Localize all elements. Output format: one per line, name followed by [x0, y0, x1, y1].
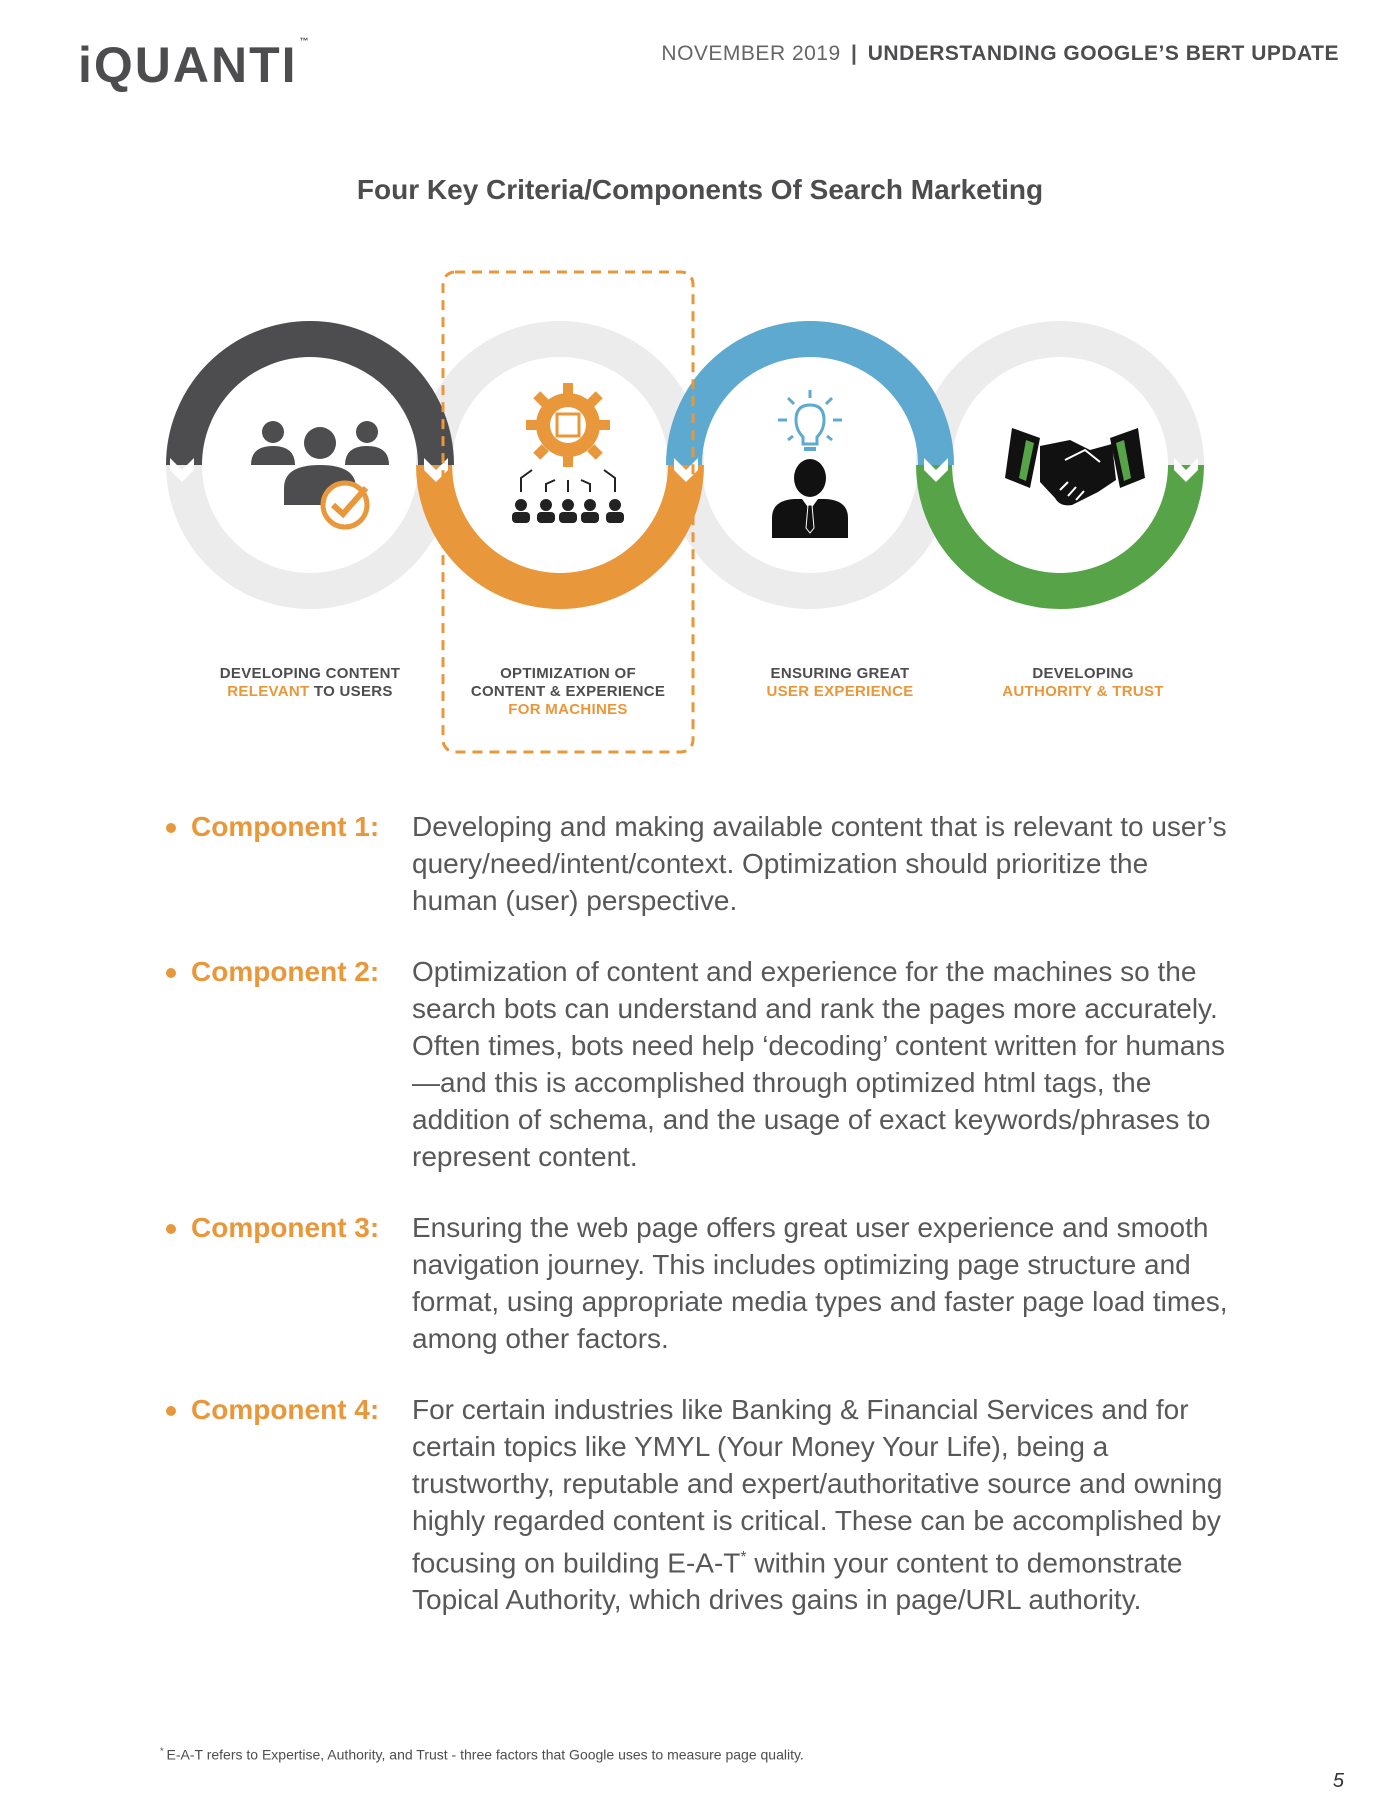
label-relevant-line1: DEVELOPING CONTENT	[219, 665, 401, 682]
ring-arc-machines	[434, 465, 686, 591]
label-trust-line1: DEVELOPING	[1032, 665, 1134, 682]
gear-network-icon	[512, 383, 624, 523]
label-machines-line1: OPTIMIZATION OF	[500, 665, 636, 682]
footnote-text: E-A-T refers to Expertise, Authority, and Trust - three factors that Google uses to measure page quality.	[166, 1746, 804, 1763]
label-ux	[730, 665, 950, 701]
bullet-icon	[166, 968, 176, 978]
users-check-icon	[251, 421, 389, 529]
component-item	[160, 953, 1270, 1175]
logo-text: iQUANTI	[78, 37, 298, 93]
component-heading: Component 3:	[191, 1212, 380, 1243]
header-doc-title: UNDERSTANDING GOOGLE’S BERT UPDATE	[867, 42, 1339, 65]
component-text: Ensuring the web page offers great user experience and smooth navigation journey. This includes optimizing page structure and format, using appropriate media types and faster page load times, among other factors.	[412, 1212, 1228, 1354]
label-ux-line1: ENSURING GREAT	[770, 665, 910, 682]
ring-arc-ux	[684, 339, 936, 465]
bullet-icon	[166, 1224, 176, 1234]
component-text: Developing and making available content that is relevant to user’s query/need/intent/context. Optimization should prioritize the human (user) perspective.	[412, 811, 1227, 916]
bullet-icon	[166, 823, 176, 833]
label-relevant	[200, 665, 420, 701]
component-text-pre: For certain industries like Banking & Financial Services and for certain topics like YMYL (Your Money Your Life), being a trustworthy, reputable and expert/authoritative source and owning highly regarded content is critical. These can be accomplished by focusing on building E-A-T	[412, 1394, 1223, 1579]
header-date: NOVEMBER 2019	[661, 42, 841, 65]
footnote-marker: *	[740, 1549, 747, 1566]
handshake-icon	[1005, 428, 1145, 505]
page-number: 5	[1332, 1770, 1344, 1792]
idea-person-icon	[772, 390, 848, 538]
four-components-diagram	[0, 0, 1400, 780]
component-item	[160, 1391, 1270, 1618]
label-relevant-highlight: RELEVANT	[227, 683, 310, 700]
component-heading: Component 4:	[191, 1394, 380, 1425]
footnote-mark: *	[160, 1746, 164, 1756]
header-separator: |	[851, 42, 858, 65]
components-list	[160, 808, 1270, 1652]
label-machines-line2: CONTENT & EXPERIENCE	[470, 683, 666, 700]
figure-title: Four Key Criteria/Components Of Search Marketing	[356, 174, 1044, 205]
component-heading: Component 1:	[191, 811, 380, 842]
label-machines	[458, 665, 678, 719]
component-item	[160, 1209, 1270, 1357]
component-item	[160, 808, 1270, 919]
component-text-post: within your content to demonstrate Topical Authority, which drives gains in page/URL authority.	[412, 1547, 1183, 1616]
component-text	[412, 1391, 1232, 1618]
logo-trademark: ™	[299, 36, 309, 46]
label-machines-highlight: FOR MACHINES	[508, 701, 628, 718]
component-text: Optimization of content and experience for the machines so the search bots can understand and rank the pages more accurately. Often times, bots need help ‘decoding’ content written for humans—and this is accomplished through optimized html tags, the addition of schema, and the usage of exact keywords/phrases to represent content.	[412, 956, 1225, 1172]
footnote	[160, 1746, 804, 1763]
label-trust-highlight: AUTHORITY & TRUST	[1002, 683, 1164, 700]
label-trust	[973, 665, 1193, 701]
component-heading: Component 2:	[191, 956, 380, 987]
label-ux-highlight: USER EXPERIENCE	[766, 683, 914, 700]
label-relevant-rest: TO USERS	[309, 683, 393, 700]
bullet-icon	[166, 1406, 176, 1416]
